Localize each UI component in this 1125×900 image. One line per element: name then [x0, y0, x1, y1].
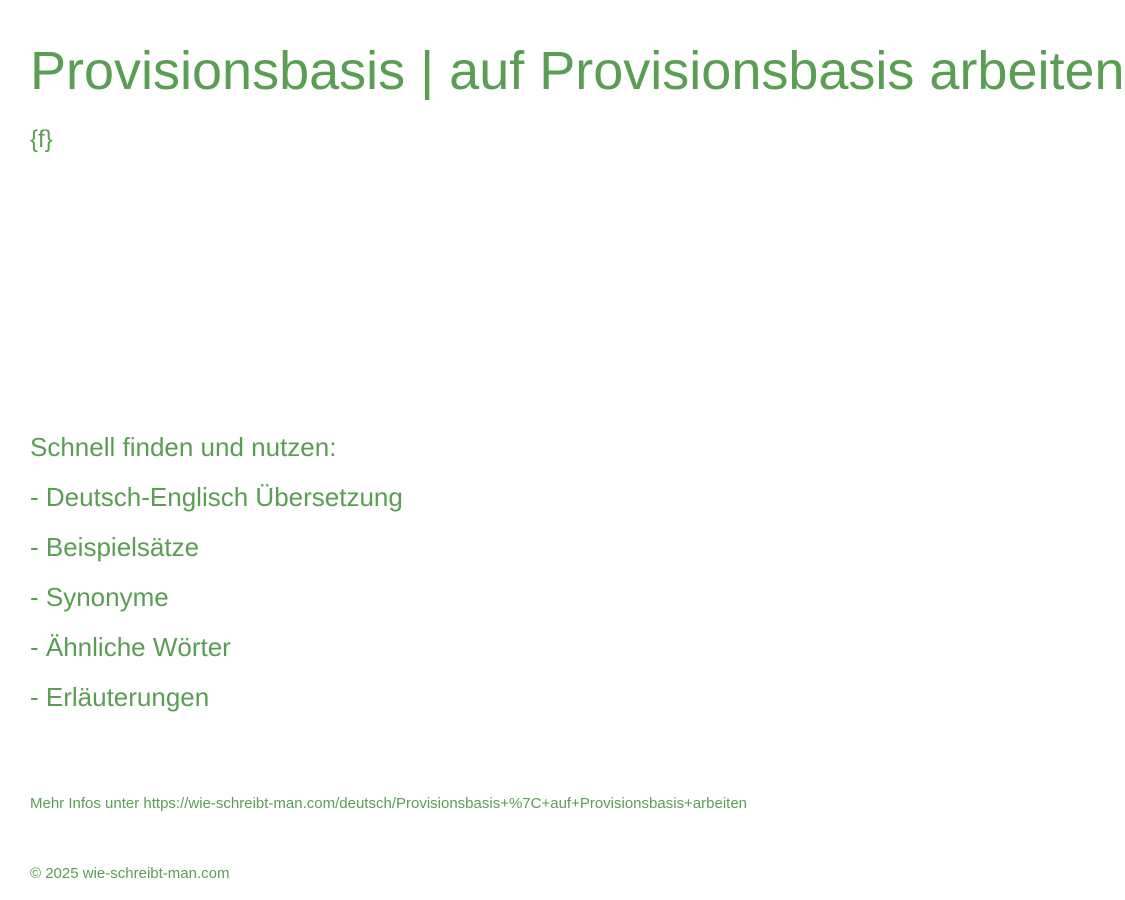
feature-item-explanations: - Erläuterungen	[30, 682, 210, 712]
feature-list	[30, 422, 403, 722]
feature-item-synonyms: - Synonyme	[30, 582, 169, 612]
feature-item-translation: - Deutsch-Englisch Übersetzung	[30, 482, 403, 512]
page-title: Provisionsbasis | auf Provisionsbasis arbeiten	[30, 41, 1125, 101]
feature-list-heading: Schnell finden und nutzen:	[30, 432, 337, 462]
feature-item-example-sentences: - Beispielsätze	[30, 532, 200, 562]
copyright-notice: © 2025 wie-schreibt-man.com	[30, 865, 230, 882]
feature-item-similar-words: - Ähnliche Wörter	[30, 632, 231, 662]
gender-tag: {f}	[30, 126, 53, 153]
more-info-text: Mehr Infos unter https://wie-schreibt-man.com/deutsch/Provisionsbasis+%7C+auf+Provisionsbasis+arbeiten	[30, 795, 748, 812]
